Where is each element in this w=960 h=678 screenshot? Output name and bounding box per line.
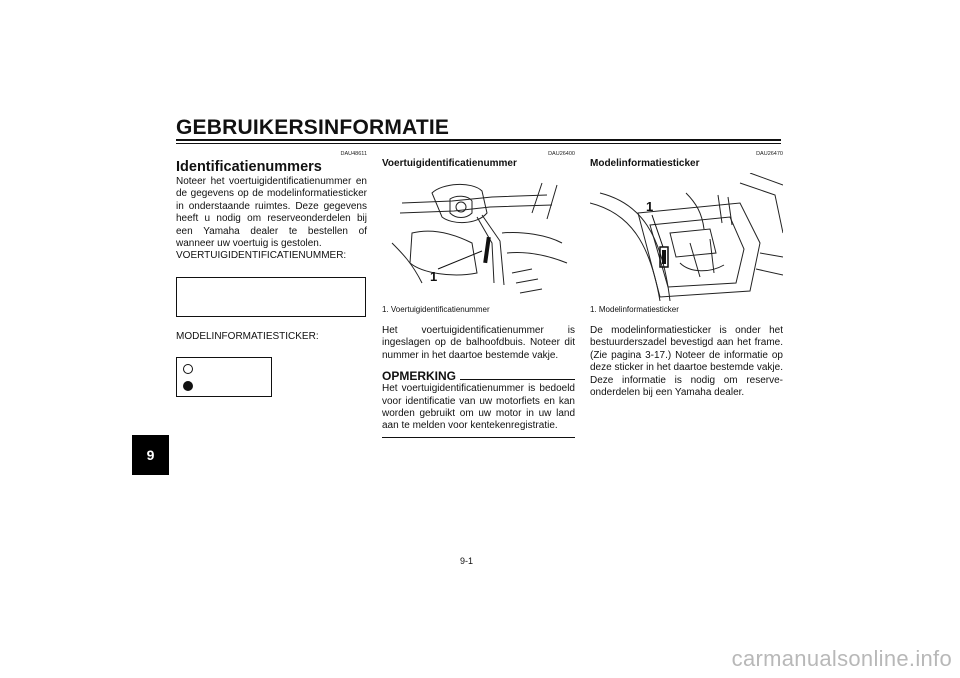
page-number: 9-1 (460, 556, 474, 566)
vin-label: VOERTUIGIDENTIFICATIENUMMER: (176, 250, 347, 262)
section-body: De modelinformatiesticker is onder het bestuurderszadel bevestigd aan het frame. (Zie pagina 3-17.) Noteer de informatie op deze sticker in het daartoe bestemde vakje. Deze informatie is nodig om reserve-onderdelen bij een Yamaha dealer. (590, 325, 783, 399)
figure-caption: 1. Voertuigidentificatienummer (382, 305, 490, 314)
callout-number: 1 (646, 199, 654, 214)
model-entry-box (176, 357, 272, 397)
section-code: DAU48611 (340, 151, 367, 157)
section-heading: Modelinformatiesticker (590, 158, 700, 169)
section-heading: Voertuigidentificatienummer (382, 158, 517, 169)
section-body: Noteer het voertuigidentificatienummer en de gegevens op de modelinformatiesticker in onderstaande ruimtes. Deze gegevens heeft u nodig om reserveonderdelen bij een Yamaha dealer te bestellen of wanneer uw voertuig is gestolen. (176, 176, 367, 250)
open-circle-icon (183, 364, 193, 374)
section-code: DAU26400 (548, 151, 575, 157)
note-end-rule (382, 437, 575, 438)
figure-caption: 1. Modelinformatiesticker (590, 305, 679, 314)
section-heading: Identificatienummers (176, 159, 322, 175)
note-rule (460, 379, 575, 380)
callout-number: 1 (430, 269, 438, 284)
model-label: MODELINFORMATIESTICKER: (176, 330, 319, 342)
column-vin (382, 150, 575, 438)
filled-circle-icon (183, 381, 193, 391)
section-code: DAU26470 (756, 151, 783, 157)
note-heading (382, 369, 575, 383)
vin-entry-box (176, 277, 366, 317)
title-rule-thin (176, 143, 781, 144)
column-identification (176, 150, 367, 397)
note-body: Het voertuigidentificatienummer is bedoeld voor identificatie van uw motorfiets en kan worden gebruikt om uw motor in uw land aan te melden voor kentekenregistratie. (382, 383, 575, 432)
note-title: OPMERKING (382, 369, 457, 384)
column-model-sticker (590, 150, 783, 399)
title-rule (176, 139, 781, 141)
page-title: GEBRUIKERSINFORMATIE (176, 116, 450, 139)
seat-area-illustration (590, 173, 783, 301)
chapter-tab: 9 (132, 435, 169, 475)
steering-head-illustration (382, 173, 575, 301)
watermark-text: carmanualsonline.info (731, 646, 952, 671)
section-body: Het voertuigidentificatienummer is ingeslagen op de balhoofdbuis. Noteer dit nummer in het daartoe bestemde vakje. (382, 325, 575, 361)
